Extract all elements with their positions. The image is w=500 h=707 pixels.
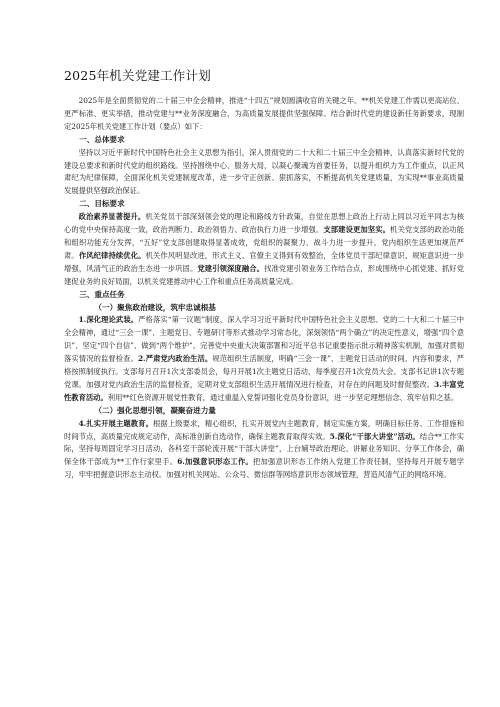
section-1-body: 坚持以习近平新时代中国特色社会主义思想为指引，深入贯彻党的二十大和二十届三中全会精神，认真落实新时代党的建设总要求和新时代党的组织路线。坚持围绕中心、服务大局，以凝心聚魂为首要任务，以提升组织力为工作重点，以正风肃纪为纪律保障，全面深化机关党建制度改革，进一步守正创新、狠抓落实，不断提高机关党建质量，为实现**事业高质量发展提供坚强政治保证。 (64, 147, 464, 196)
task-2-text: 规范组织生活制度，明确“三会一课”、主题党日活动的时间、内容和要求，严格按照制度执行。支部每月召开1次支部委员会，每月开展1次主题党日活动，每季度召开1次党员大会、支部书记讲1次专题党课。加强对党内政治生活的监督检查，定期对党支部组织生活开展情况进行检查，对存在的问题及时督促整改。 (64, 354, 464, 389)
task-2-lead: 2.严肃党内政治生活。 (137, 354, 213, 364)
goal-4-text: 找准党建引领业务工作结合点，形成围绕中心抓党建、抓好党建促业务的良好局面，以机关党建推动中心工作和重点任务高质量完成。 (64, 263, 465, 286)
section-2-heading: 二、目标要求 (79, 199, 125, 209)
task-6-lead: 6.加强意识形态工作。 (177, 457, 253, 467)
task-1-text: 严格落实“第一议题”制度，深入学习习近平新时代中国特色社会主义思想、党的二十大和二十届三中全会精神，通过“三会一课”、主题党日、专题研讨等形式推动学习常态化，深刻领悟“两个确立”的决定性意义，增强“四个意识”、坚定“四个自信”、做到“两个维护”。完善党中央重大决策部署和习近平总书记重要指示批示精神落实机制，加强对贯彻落实情况的监督检查。 (64, 315, 464, 364)
document-title: 2025年机关党建工作计划 (64, 68, 211, 83)
section-3-heading: 三、重点任务 (79, 289, 125, 299)
task-5-text: 结合**工作实际，坚持每周固定学习日活动，各科室干部轮流开展“干部大讲堂”，上台辅导政治理论、讲解业务知识、分享工作体会，确保全体干部成为**工作行家里手。 (64, 431, 464, 467)
goal-3-text: 机关作风明显改进，形式主义、官僚主义得到有效整治，全体党员干部纪律意识、规矩意识进一步增强，风清气正的政治生态进一步巩固。 (64, 250, 465, 273)
goal-4-lead: 党建引领深度融合。 (197, 263, 265, 273)
goal-2-text: 机关党支部的政治功能和组织功能充分发挥，“五好”党支部创建取得显著成效，党组织的凝聚力、战斗力进一步提升，党内组织生活更加规范严肃。 (64, 225, 465, 260)
subsection-2-body (64, 418, 464, 483)
task-4-lead: 4.扎实开展主题教育。 (78, 418, 153, 428)
task-3-text: 利用**红色资源开展党性教育，通过重温入党誓词强化党员身份意识，进一步坚定理想信念、筑牢信仰之基。 (107, 392, 459, 402)
goal-1-text: 机关党员干部深刻领会党的理论和路线方针政策，自觉在思想上政治上行动上同以习近平同志为核心的党中央保持高度一致，政治判断力、政治领悟力、政治执行力进一步增强。 (64, 212, 465, 235)
goal-1-lead: 政治素养显著提升。 (78, 212, 146, 222)
subsection-1-body (64, 314, 464, 404)
goal-3-lead: 作风纪律持续优化。 (78, 250, 146, 260)
intro-paragraph: 2025年是全面贯彻党的二十届三中全会精神，推进“十四五”规划圆满收官的关键之年。**机关党建工作需以更高站位、更严标准、更实举措，推动党建与**业务深度融合，为高质量发展提供坚强保障。结合新时代党的建设新任务新要求，现制定2025年机关党建工作计划（要点）如下： (64, 96, 464, 131)
section-1-heading: 一、总体要求 (79, 134, 125, 144)
subsection-1-heading: （一）聚焦政治建设，筑牢忠诚根基 (94, 302, 216, 312)
section-2-body (64, 211, 464, 288)
task-6-text: 把加强意识形态工作纳入党建工作责任制，坚持每月开展专题学习，牢牢把握意识形态主动权。加强对机关网站、公众号、微信群等网络意识形态领域管理，营造风清气正的网络环境。 (64, 457, 464, 480)
task-3-lead: 3.丰富党性教育活动。 (64, 379, 464, 402)
goal-2-lead: 支部建设更加坚实。 (323, 225, 391, 235)
task-4-text: 根据上级要求，精心组织，扎实开展党内主题教育，制定实施方案，明确目标任务、工作措施和时间节点，高质量完成规定动作，高标准创新自选动作，确保主题教育取得实效。 (64, 418, 465, 441)
task-1-lead: 1.深化理论武装。 (78, 315, 139, 325)
subsection-2-heading: （二）强化思想引领，凝聚奋进力量 (94, 405, 216, 415)
task-5-lead: 5.深化“干部大讲堂”活动。 (329, 431, 420, 441)
